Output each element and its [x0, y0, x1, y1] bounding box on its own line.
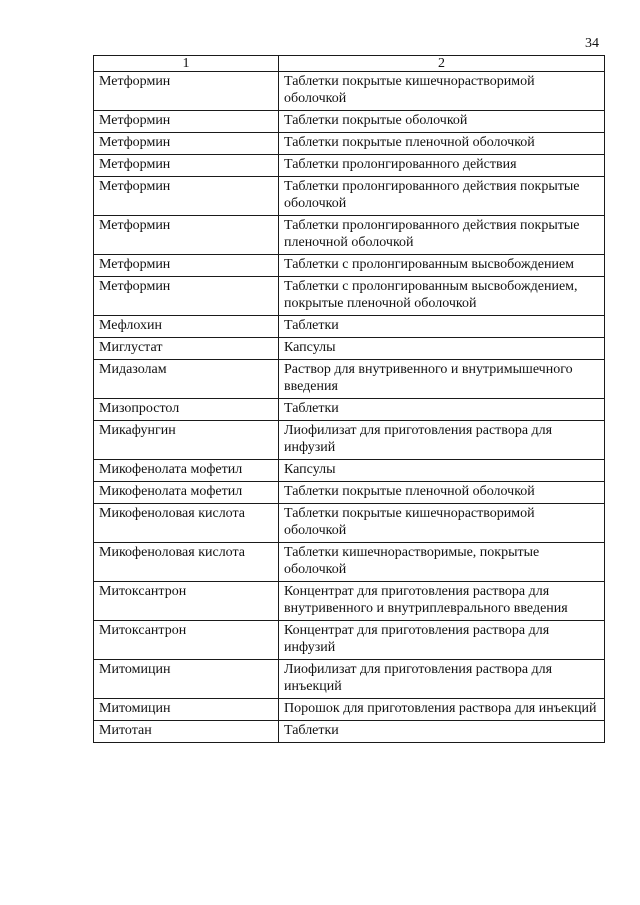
- dosage-form-cell: Таблетки: [279, 721, 605, 743]
- table-header: [94, 56, 605, 72]
- table-row: [94, 721, 605, 743]
- dosage-form-cell: Таблетки покрытые пленочной оболочкой: [279, 133, 605, 155]
- table-body: [94, 72, 605, 743]
- table-row: [94, 699, 605, 721]
- drug-name-cell: Митотан: [94, 721, 279, 743]
- drug-name-cell: Митомицин: [94, 660, 279, 699]
- dosage-form-cell: Концентрат для приготовления раствора для внутривенного и внутриплеврального введения: [279, 582, 605, 621]
- drug-name-cell: Микофеноловая кислота: [94, 543, 279, 582]
- dosage-form-cell: Порошок для приготовления раствора для инъекций: [279, 699, 605, 721]
- table-row: [94, 338, 605, 360]
- table-row: [94, 504, 605, 543]
- drug-name-cell: Микафунгин: [94, 421, 279, 460]
- dosage-form-cell: Раствор для внутривенного и внутримышечного введения: [279, 360, 605, 399]
- table-row: [94, 316, 605, 338]
- table-row: [94, 621, 605, 660]
- drug-name-cell: Митоксантрон: [94, 621, 279, 660]
- table-row: [94, 111, 605, 133]
- drug-name-cell: Митомицин: [94, 699, 279, 721]
- table-row: [94, 482, 605, 504]
- column-header-1: 1: [94, 56, 279, 72]
- dosage-form-cell: Таблетки: [279, 399, 605, 421]
- table-row: [94, 277, 605, 316]
- drug-name-cell: Метформин: [94, 216, 279, 255]
- drug-name-cell: Миглустат: [94, 338, 279, 360]
- table-row: [94, 582, 605, 621]
- drug-name-cell: Мизопростол: [94, 399, 279, 421]
- drug-name-cell: Метформин: [94, 277, 279, 316]
- dosage-form-cell: Лиофилизат для приготовления раствора для инъекций: [279, 660, 605, 699]
- dosage-form-cell: Таблетки покрытые кишечнорастворимой оболочкой: [279, 504, 605, 543]
- drug-table: [93, 55, 605, 743]
- table-row: [94, 155, 605, 177]
- drug-name-cell: Метформин: [94, 111, 279, 133]
- dosage-form-cell: Лиофилизат для приготовления раствора для инфузий: [279, 421, 605, 460]
- drug-name-cell: Метформин: [94, 177, 279, 216]
- dosage-form-cell: Таблетки пролонгированного действия: [279, 155, 605, 177]
- column-header-2: 2: [279, 56, 605, 72]
- table-row: [94, 399, 605, 421]
- drug-name-cell: Метформин: [94, 72, 279, 111]
- table-row: [94, 177, 605, 216]
- drug-name-cell: Микофенолата мофетил: [94, 482, 279, 504]
- dosage-form-cell: Таблетки покрытые пленочной оболочкой: [279, 482, 605, 504]
- page-number: 34: [585, 36, 599, 51]
- dosage-form-cell: Таблетки с пролонгированным высвобождением, покрытые пленочной оболочкой: [279, 277, 605, 316]
- dosage-form-cell: Капсулы: [279, 460, 605, 482]
- dosage-form-cell: Таблетки с пролонгированным высвобождением: [279, 255, 605, 277]
- dosage-form-cell: Капсулы: [279, 338, 605, 360]
- dosage-form-cell: Таблетки покрытые кишечнорастворимой оболочкой: [279, 72, 605, 111]
- table-row: [94, 660, 605, 699]
- drug-name-cell: Метформин: [94, 133, 279, 155]
- table-row: [94, 543, 605, 582]
- drug-name-cell: Мидазолам: [94, 360, 279, 399]
- table-row: [94, 133, 605, 155]
- drug-name-cell: Микофенолата мофетил: [94, 460, 279, 482]
- table-row: [94, 255, 605, 277]
- table-row: [94, 460, 605, 482]
- drug-name-cell: Метформин: [94, 255, 279, 277]
- drug-name-cell: Митоксантрон: [94, 582, 279, 621]
- dosage-form-cell: Концентрат для приготовления раствора для инфузий: [279, 621, 605, 660]
- table-row: [94, 72, 605, 111]
- dosage-form-cell: Таблетки: [279, 316, 605, 338]
- drug-name-cell: Метформин: [94, 155, 279, 177]
- table-row: [94, 421, 605, 460]
- dosage-form-cell: Таблетки покрытые оболочкой: [279, 111, 605, 133]
- table-row: [94, 360, 605, 399]
- drug-name-cell: Микофеноловая кислота: [94, 504, 279, 543]
- table-row: [94, 216, 605, 255]
- header-row: [94, 56, 605, 72]
- drug-name-cell: Мефлохин: [94, 316, 279, 338]
- dosage-form-cell: Таблетки пролонгированного действия покрытые оболочкой: [279, 177, 605, 216]
- dosage-form-cell: Таблетки пролонгированного действия покрытые пленочной оболочкой: [279, 216, 605, 255]
- dosage-form-cell: Таблетки кишечнорастворимые, покрытые оболочкой: [279, 543, 605, 582]
